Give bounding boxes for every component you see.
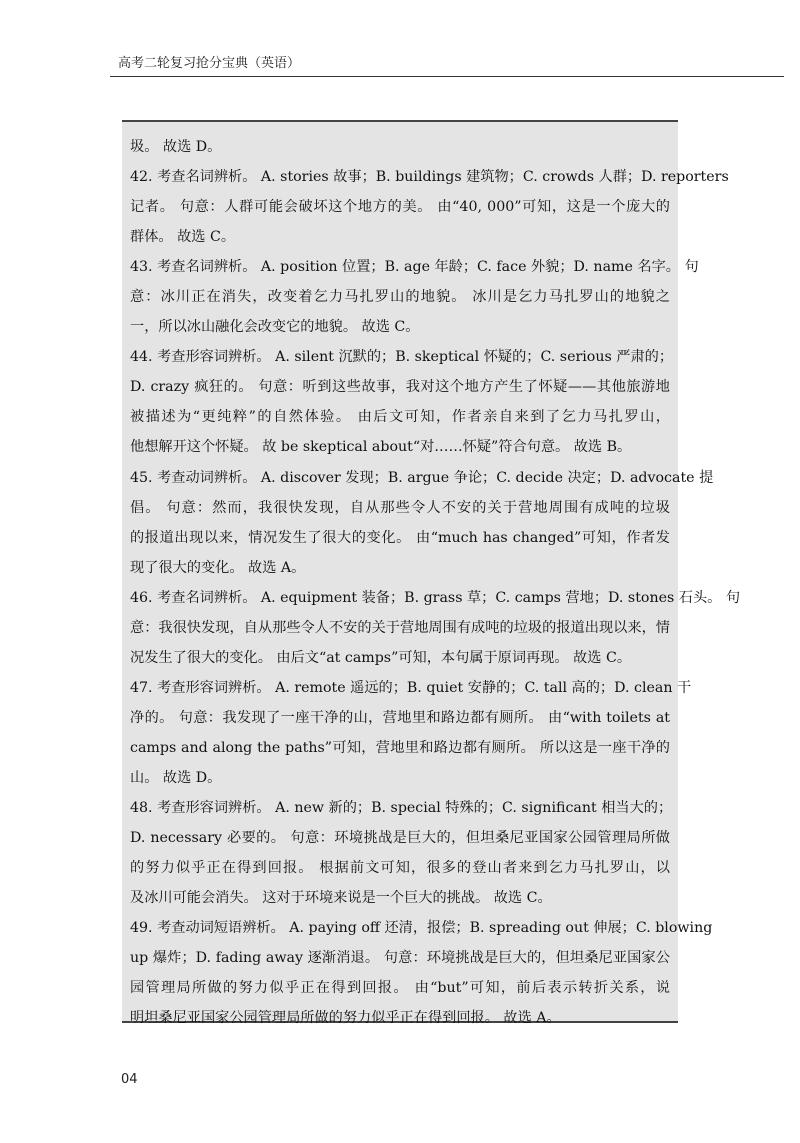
answer-line: D. necessary 必要的。 句意：环境挑战是巨大的，但坦桑尼亚国家公园管理局所做	[130, 830, 670, 847]
answer-line: 一，所以冰山融化会改变它的地貌。 故选 C。	[130, 319, 420, 336]
answer-line: 况发生了很大的变化。 由后文“at camps”可知，本句属于原词再现。 故选 C。	[130, 649, 632, 666]
header-rule	[110, 76, 784, 77]
answer-line: 被描述为“更纯粹”的自然体验。 由后文可知，作者亲自来到了乞力马扎罗山，	[130, 409, 670, 426]
answer-line: 49. 考查动词短语辨析。 A. paying off 还清，报偿；B. spreading out 伸展；C. blowing	[130, 920, 713, 937]
answer-line: 的努力似乎正在得到回报。 根据前文可知，很多的登山者来到乞力马扎罗山，以	[130, 860, 670, 877]
answer-line: 42. 考查名词辨析。 A. stories 故事；B. buildings 建筑物；C. crowds 人群；D. reporters	[130, 169, 729, 186]
answer-line: 山。 故选 D。	[130, 769, 222, 786]
answer-line: 的报道出现以来，情况发生了很大的变化。 由“much has changed”可知，作者发	[130, 529, 670, 546]
answer-line: camps and along the paths”可知，营地里和路边都有厕所。 所以这是一座干净的	[130, 739, 670, 756]
answer-line: 46. 考查名词辨析。 A. equipment 装备；B. grass 草；C. camps 营地；D. stones 石头。 句	[130, 589, 741, 606]
answer-line: 47. 考查形容词辨析。 A. remote 遥远的；B. quiet 安静的；C. tall 高的；D. clean 干	[130, 679, 692, 696]
answer-line: 及冰川可能会消失。 这对于环境来说是一个巨大的挑战。 故选 C。	[130, 890, 552, 907]
answer-line: 45. 考查动词辨析。 A. discover 发现；B. argue 争论；C. decide 决定；D. advocate 提	[130, 469, 714, 486]
answer-line: up 爆炸；D. fading away 逐渐消退。 句意：环境挑战是巨大的，但坦桑尼亚国家公	[130, 950, 670, 967]
answer-line: 记者。 句意：人群可能会破坏这个地方的美。 由“40, 000”可知，这是一个庞大的	[130, 199, 670, 216]
answer-line: 44. 考查形容词辨析。 A. silent 沉默的；B. skeptical 怀疑的；C. serious 严肃的；	[130, 349, 674, 366]
answer-line: 意：我很快发现，自从那些令人不安的关于营地周围有成吨的垃圾的报道出现以来，情	[130, 619, 670, 636]
answer-line: 倡。 句意：然而，我很快发现，自从那些令人不安的关于营地周围有成吨的垃圾	[130, 499, 670, 516]
answer-line: 43. 考查名词辨析。 A. position 位置；B. age 年龄；C. face 外貌；D. name 名字。 句	[130, 259, 699, 276]
page-number: 04	[121, 1072, 138, 1087]
answer-line: 园管理局所做的努力似乎正在得到回报。 由“but”可知，前后表示转折关系，说	[130, 980, 670, 997]
answer-line: 明坦桑尼亚国家公园管理局所做的努力似乎正在得到回报。 故选 A。	[130, 1010, 561, 1027]
answer-line: 现了很大的变化。 故选 A。	[130, 559, 306, 576]
answer-line: 群体。 故选 C。	[130, 229, 236, 246]
running-header: 高考二轮复习抢分宝典（英语）	[118, 56, 301, 71]
answer-line: 圾。 故选 D。	[130, 139, 222, 155]
answer-line: 意：冰川正在消失，改变着乞力马扎罗山的地貌。 冰川是乞力马扎罗山的地貌之	[130, 289, 670, 306]
answer-explanation-box	[122, 120, 741, 1027]
answer-line: 净的。 句意：我发现了一座干净的山，营地里和路边都有厕所。 由“with toilets at	[130, 709, 670, 726]
answer-line: 他想解开这个怀疑。 故 be skeptical about“对……怀疑”符合句意。 故选 B。	[130, 439, 632, 456]
answer-line: 48. 考查形容词辨析。 A. new 新的；B. special 特殊的；C. significant 相当大的；	[130, 800, 673, 817]
answer-line: D. crazy 疯狂的。 句意：听到这些故事，我对这个地方产生了怀疑——其他旅游地	[130, 379, 670, 396]
